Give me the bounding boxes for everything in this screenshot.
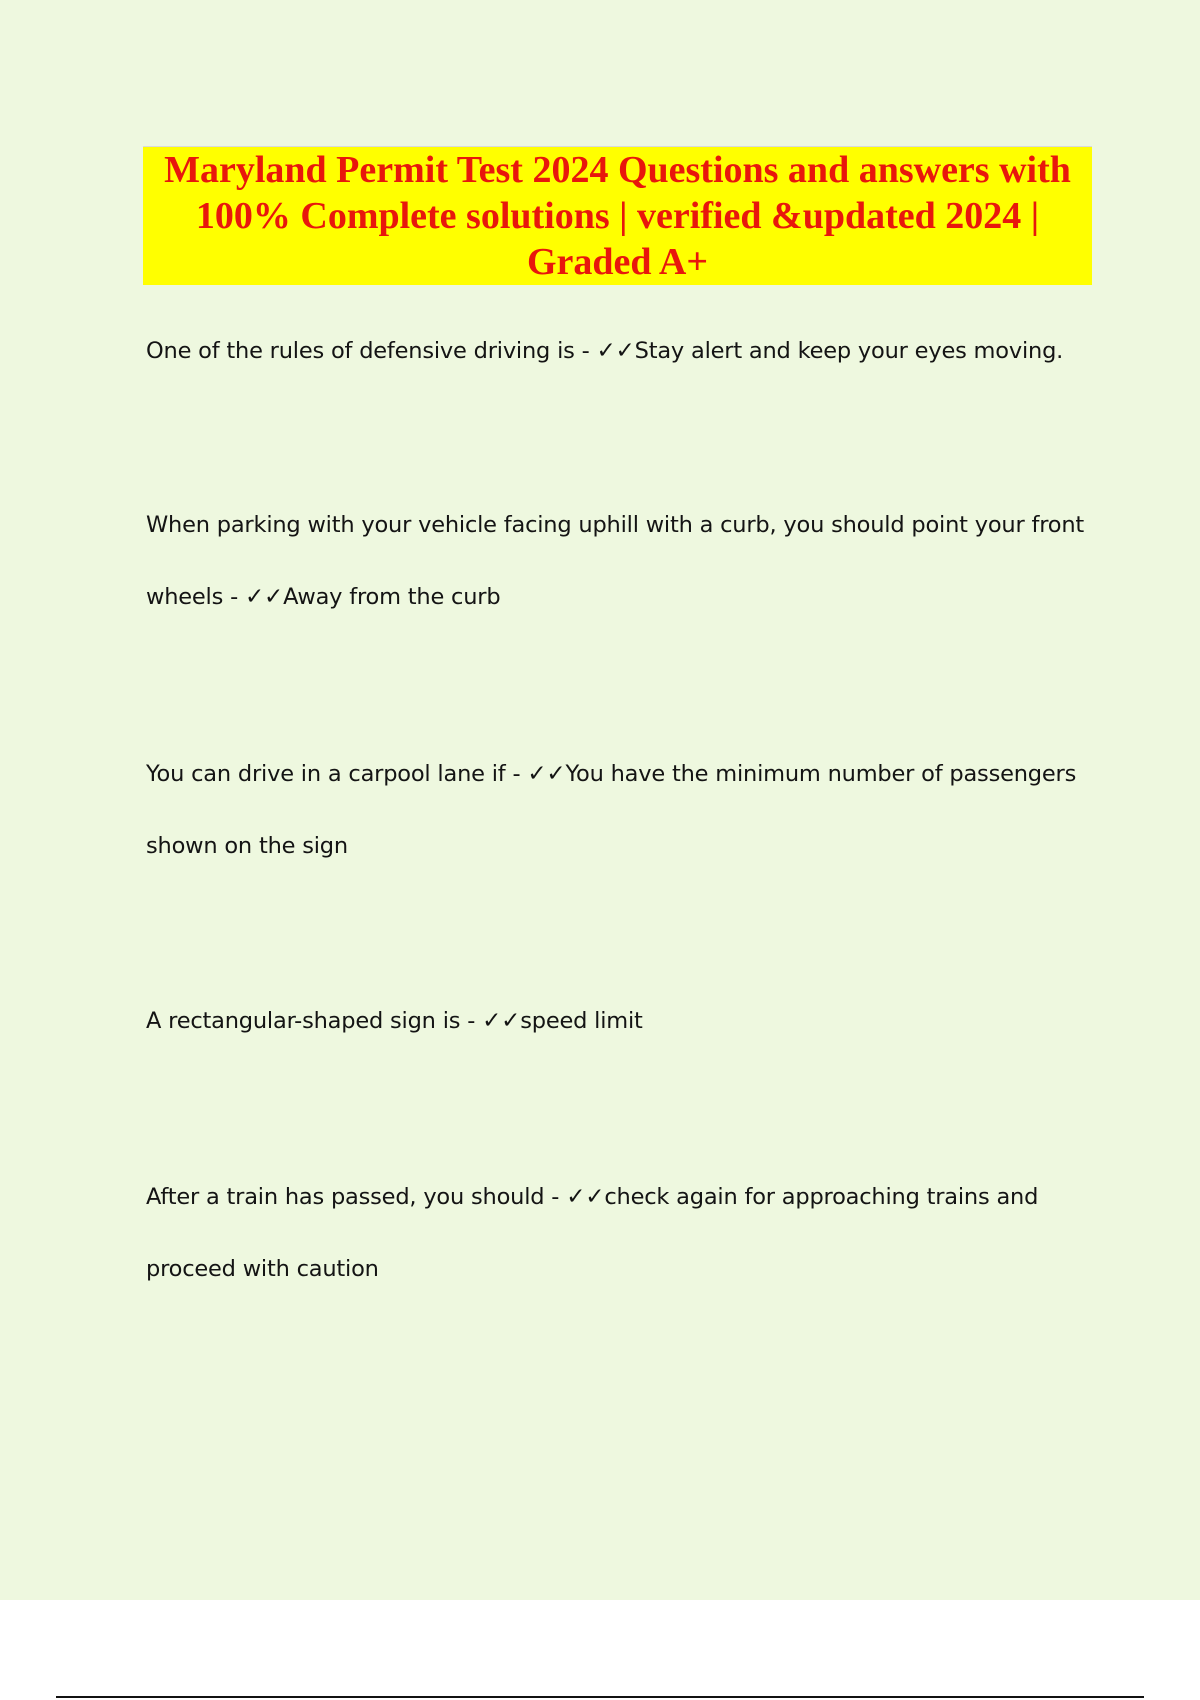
question-text: You can drive in a carpool lane if - [146, 761, 521, 787]
qa-item-3 [146, 738, 1096, 882]
qa-item-1 [146, 315, 1096, 387]
qa-item-2 [146, 489, 1096, 633]
footer-divider [56, 1696, 1144, 1698]
double-check-icon: ✓✓ [482, 1008, 521, 1034]
double-check-icon: ✓✓ [596, 338, 635, 364]
answer-text: check again for approaching trains and proceed with caution [146, 1184, 1039, 1282]
question-text: When parking with your vehicle facing uphill with a curb, you should point your front wheels - [146, 512, 1084, 610]
question-text: After a train has passed, you should - [146, 1184, 560, 1210]
qa-item-5 [146, 1161, 1096, 1305]
answer-text: speed limit [520, 1008, 643, 1034]
answer-text: Stay alert and keep your eyes moving. [634, 338, 1064, 364]
double-check-icon: ✓✓ [527, 761, 566, 787]
qa-item-4 [146, 985, 1096, 1057]
answer-text: You have the minimum number of passengers shown on the sign [146, 761, 1077, 859]
question-text: A rectangular-shaped sign is - [146, 1008, 476, 1034]
double-check-icon: ✓✓ [566, 1184, 605, 1210]
answer-text: Away from the curb [283, 584, 501, 610]
double-check-icon: ✓✓ [244, 584, 284, 610]
document-title [143, 146, 1092, 285]
question-text: One of the rules of defensive driving is - [146, 338, 590, 364]
title-highlight: Maryland Permit Test 2024 Questions and answers with 100% Complete solutions | verified &updated 2024 | Graded A+ [143, 147, 1092, 285]
